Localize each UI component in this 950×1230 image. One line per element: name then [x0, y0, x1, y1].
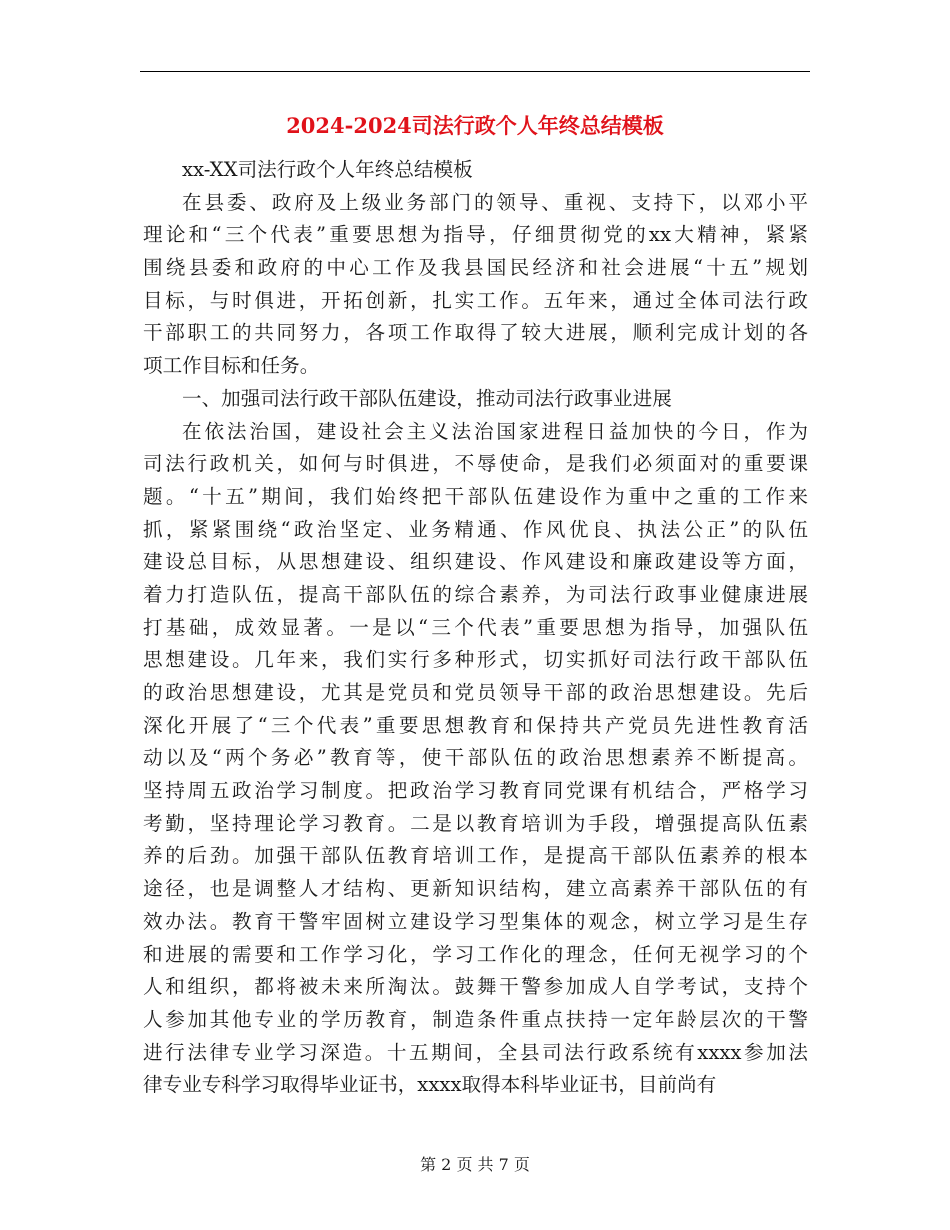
document-title: 2024-2024司法行政个人年终总结模板 — [286, 113, 664, 138]
text-line: 建设总目标，从思想建设、组织建设、作风建设和廉政建设等方面， — [143, 550, 808, 574]
text-line: 项工作目标和任务。 — [143, 354, 320, 378]
text-line: 目标，与时俱进，开拓创新，扎实工作。五年来，通过全体司法行政 — [143, 288, 808, 312]
text-line: 理论和“三个代表”重要思想为指导，仔细贯彻党的xx大精神，紧紧 — [143, 223, 808, 247]
page-footer: 第 2 页 共 7 页 — [420, 1155, 530, 1174]
text-line: 考勤，坚持理论学习教育。二是以教育培训为手段，增强提高队伍素 — [143, 811, 808, 835]
text-line: 一、加强司法行政干部队伍建设，推动司法行政事业进展 — [182, 386, 672, 410]
header-rule — [140, 71, 810, 72]
text-line: 题。“十五”期间，我们始终把干部队伍建设作为重中之重的工作来 — [143, 484, 808, 508]
text-line: 人和组织，都将被未来所淘汰。鼓舞干警参加成人自学考试，支持个 — [143, 975, 808, 999]
text-line: 抓，紧紧围绕“政治坚定、业务精通、作风优良、执法公正”的队伍 — [143, 517, 808, 541]
text-line: 深化开展了“三个代表”重要思想教育和保持共产党员先进性教育活 — [143, 713, 808, 737]
text-line: 动以及“两个务必”教育等，使干部队伍的政治思想素养不断提高。 — [143, 746, 808, 770]
text-line: 在县委、政府及上级业务部门的领导、重视、支持下，以邓小平 — [182, 190, 808, 214]
text-line: 律专业专科学习取得毕业证书，xxxx取得本科毕业证书，目前尚有 — [143, 1073, 717, 1097]
text-line: 司法行政机关，如何与时俱进，不辱使命，是我们必须面对的重要课 — [143, 452, 808, 476]
text-line: 打基础，成效显著。一是以“三个代表”重要思想为指导，加强队伍 — [143, 615, 808, 639]
document-body — [143, 154, 808, 1102]
text-line: 养的后劲。加强干部队伍教育培训工作，是提高干部队伍素养的根本 — [143, 844, 808, 868]
text-line: 和进展的需要和工作学习化，学习工作化的理念，任何无视学习的个 — [143, 942, 808, 966]
text-line: 途径，也是调整人才结构、更新知识结构，建立高素养干部队伍的有 — [143, 877, 808, 901]
text-line: xx-XX司法行政个人年终总结模板 — [182, 158, 473, 181]
text-line: 围绕县委和政府的中心工作及我县国民经济和社会进展“十五”规划 — [143, 256, 808, 280]
text-line: 着力打造队伍，提高干部队伍的综合素养，为司法行政事业健康进展 — [143, 582, 808, 606]
text-line: 坚持周五政治学习制度。把政治学习教育同党课有机结合，严格学习 — [143, 779, 808, 803]
text-line: 进行法律专业学习深造。十五期间，全县司法行政系统有xxxx参加法 — [143, 1040, 808, 1064]
text-line: 的政治思想建设，尤其是党员和党员领导干部的政治思想建设。先后 — [143, 681, 808, 704]
text-line: 人参加其他专业的学历教育，制造条件重点扶持一定年龄层次的干警 — [143, 1007, 808, 1031]
text-line: 干部职工的共同努力，各项工作取得了较大进展，顺利完成计划的各 — [143, 321, 808, 345]
text-line: 效办法。教育干警牢固树立建设学习型集体的观念，树立学习是生存 — [143, 909, 808, 933]
text-line: 在依法治国，建设社会主义法治国家进程日益加快的今日，作为 — [182, 419, 808, 443]
text-line: 思想建设。几年来，我们实行多种形式，切实抓好司法行政干部队伍 — [143, 648, 808, 672]
